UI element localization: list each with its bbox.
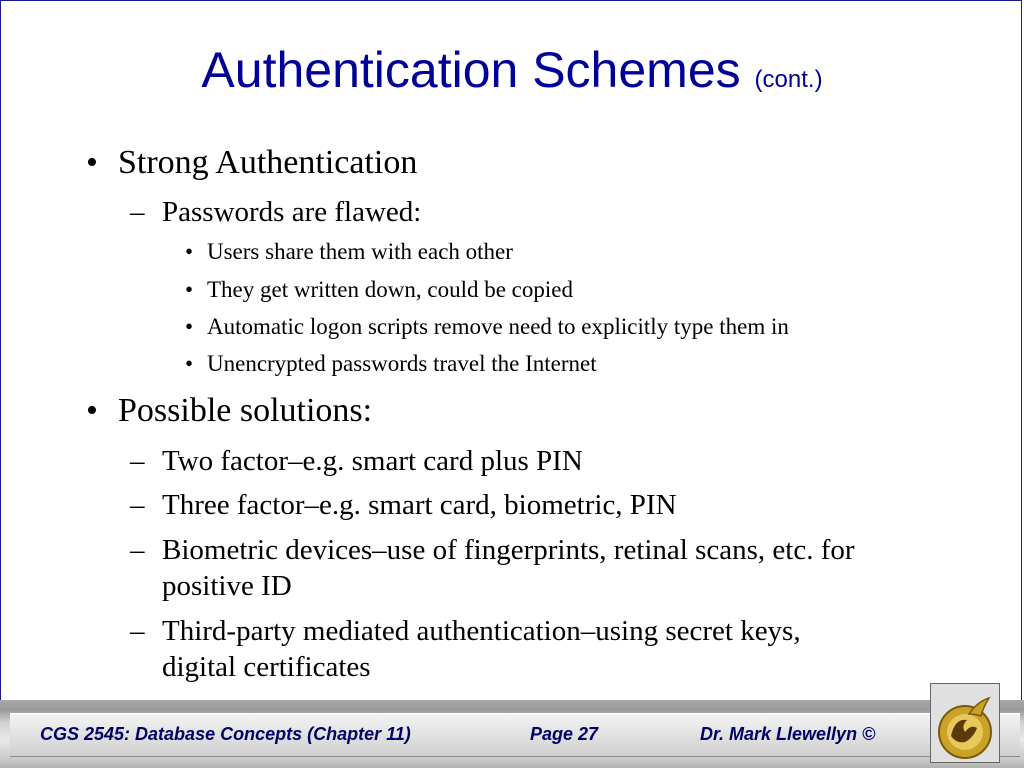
footer-author: Dr. Mark Llewellyn © (700, 724, 876, 744)
title-text: Authentication Schemes (201, 42, 741, 98)
subitem-biometric: Biometric devices–use of fingerprints, retinal scans, etc. for (162, 534, 855, 566)
bullet-marker: • (86, 392, 98, 429)
bullet-strong-authentication: Strong Authentication (118, 144, 418, 181)
subitem-two-factor: Two factor–e.g. smart card plus PIN (162, 445, 583, 477)
subitem-third-party: Third-party mediated authentication–using secret keys, (162, 615, 801, 647)
subsubitem-unencrypted: Unencrypted passwords travel the Internet (207, 351, 597, 376)
dash-marker: – (130, 196, 145, 228)
dash-marker: – (130, 534, 145, 566)
footer-page-number: Page 27 (530, 724, 599, 744)
logo-box (930, 683, 1000, 763)
subsubitem-logon-scripts: Automatic logon scripts remove need to explicitly type them in (207, 314, 789, 339)
title-suffix: (cont.) (754, 66, 823, 93)
bullet-marker: • (185, 277, 194, 302)
bullet-marker: • (185, 239, 194, 264)
bullet-marker: • (86, 144, 98, 181)
bullet-marker: • (185, 314, 194, 339)
subitem-passwords-flawed: Passwords are flawed: (162, 196, 422, 228)
subsubitem-written-down: They get written down, could be copied (207, 277, 573, 302)
dash-marker: – (130, 615, 145, 647)
dash-marker: – (130, 489, 145, 521)
subitem-biometric-continuation: positive ID (162, 570, 292, 602)
pegasus-logo-icon (931, 684, 999, 762)
subitem-three-factor: Three factor–e.g. smart card, biometric, PIN (162, 489, 677, 521)
dash-marker: – (130, 445, 145, 477)
bullet-marker: • (185, 351, 194, 376)
subsubitem-share: Users share them with each other (207, 239, 513, 264)
footer-course: CGS 2545: Database Concepts (Chapter 11) (40, 724, 411, 744)
subitem-third-party-continuation: digital certificates (162, 651, 371, 683)
bullet-possible-solutions: Possible solutions: (118, 392, 373, 429)
